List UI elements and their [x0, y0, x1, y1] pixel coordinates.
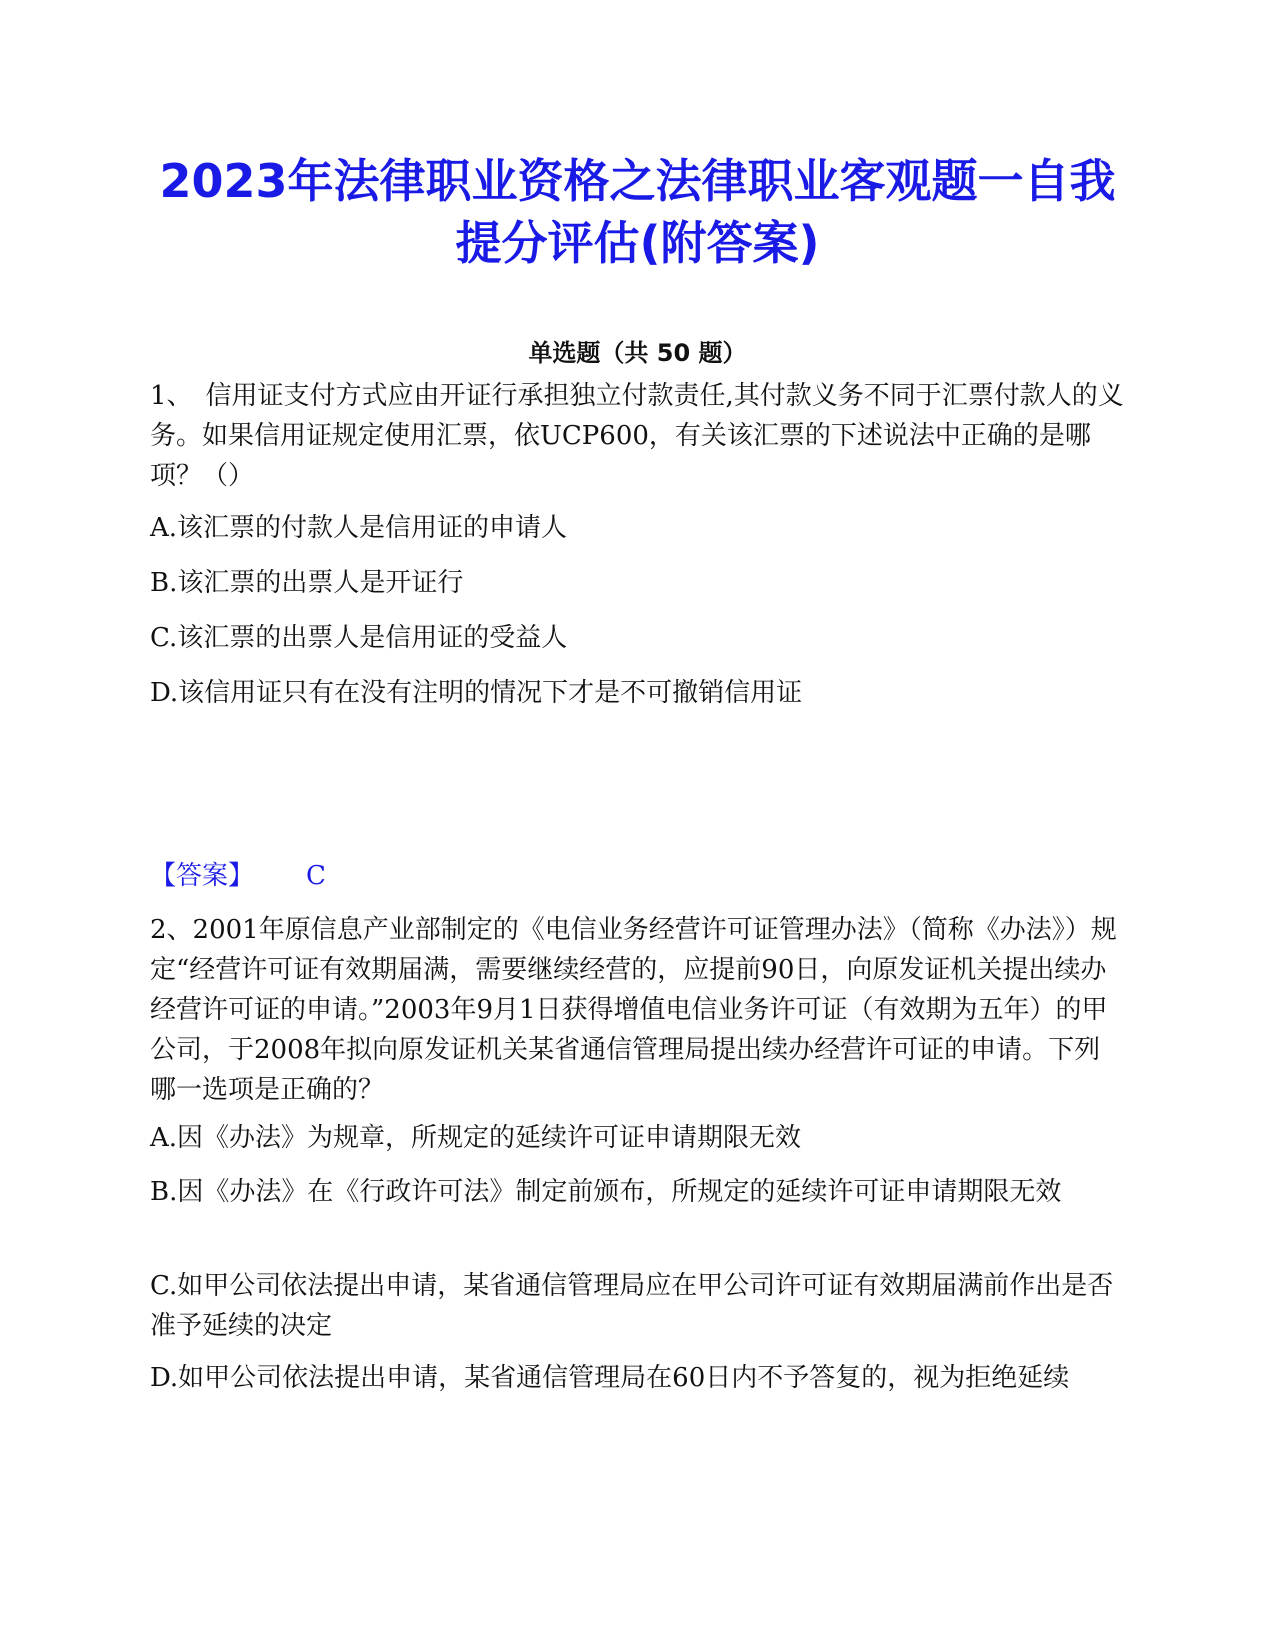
question-2-text: 2、2001年原信息产业部制定的《电信业务经营许可证管理办法》（简称《办法》）规定“经营许可证有效期届满，需要继续经营的，应提前90日，向原发证机关提出续办经营许可证的申请。”2003年9月1日获得增值电信业务许可证（有效期为五年）的甲公司，于2008年拟向原发证机关某省通信管理局提出续办经营许可证的申请。下列哪一选项是正确的？ — [150, 915, 1117, 1105]
question-1-option-c: C.该汇票的出票人是信用证的受益人 — [150, 623, 568, 653]
document-title: 2023年法律职业资格之法律职业客观题一自我提分评估(附答案) — [159, 154, 1116, 270]
question-1-option-a: A.该汇票的付款人是信用证的申请人 — [150, 513, 568, 543]
question-2-option-d: D.如甲公司依法提出申请，某省通信管理局在60日内不予答复的，视为拒绝延续 — [150, 1363, 1070, 1393]
question-1-option-d: D.该信用证只有在没有注明的情况下才是不可撤销信用证 — [150, 678, 803, 708]
answer-label: 【答案】 — [150, 861, 255, 891]
question-1-text: 1、 信用证支付方式应由开证行承担独立付款责任,其付款义务不同于汇票付款人的义务。如果信用证规定使用汇票，依UCP600，有关该汇票的下述说法中正确的是哪项？（） — [150, 381, 1124, 491]
question-2-option-a: A.因《办法》为规章，所规定的延续许可证申请期限无效 — [150, 1123, 802, 1153]
question-2-option-c: C.如甲公司依法提出申请，某省通信管理局应在甲公司许可证有效期届满前作出是否准予延续的决定 — [150, 1271, 1114, 1341]
section-heading: 单选题（共 50 题） — [528, 339, 747, 367]
question-1-option-b: B.该汇票的出票人是开证行 — [150, 568, 464, 598]
question-2-option-b: B.因《办法》在《行政许可法》制定前颁布，所规定的延续许可证申请期限无效 — [150, 1177, 1062, 1207]
answer-value: C — [306, 861, 326, 891]
question-1-answer — [150, 856, 326, 896]
